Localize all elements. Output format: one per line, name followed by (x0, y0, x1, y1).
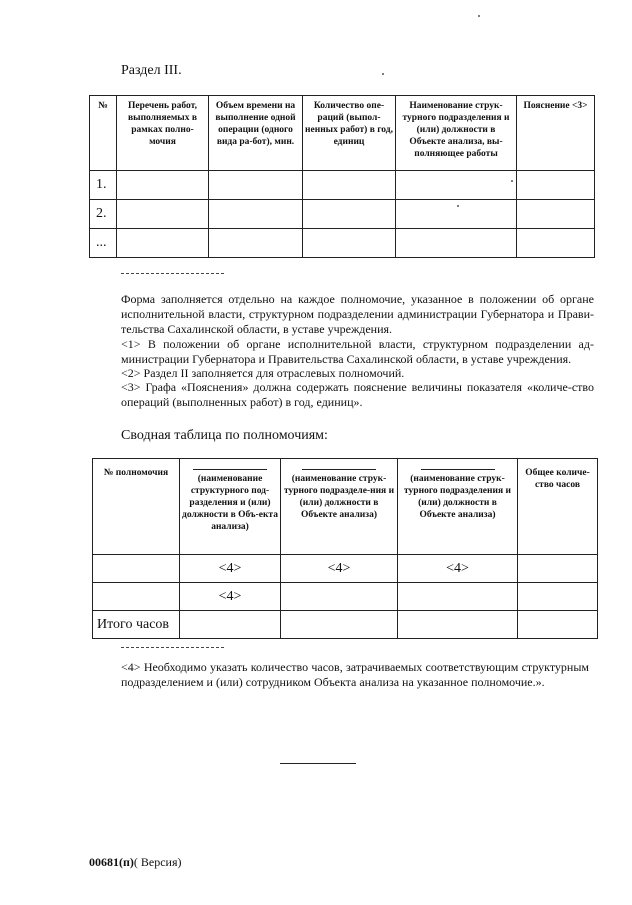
row-number: ... (90, 229, 117, 258)
total-hours-label: Итого часов (93, 611, 180, 639)
scan-speck (382, 73, 384, 75)
table-header-row (90, 96, 595, 171)
table-cell (518, 611, 598, 639)
table-cell (209, 200, 303, 229)
table-row (90, 229, 595, 258)
table-cell (517, 229, 595, 258)
section-title: Раздел III. (121, 63, 182, 78)
note-paragraph-4: <3> Графа «Пояснения» должна содержать пояснение величины показателя «количе-ство операций (выполненных работ) в год, единиц». (121, 380, 594, 409)
version-footer (89, 855, 182, 870)
table-row (90, 200, 595, 229)
col-header-total-hours: Общее количе-ство часов (518, 459, 598, 555)
end-line (280, 763, 356, 764)
table-cell (518, 583, 598, 611)
col-header-unit-1: (наименование структурного под-разделения и (или) должности в Объ-екта анализа) (180, 459, 281, 555)
table-row (93, 555, 598, 583)
note-paragraph-3: <2> Раздел II заполняется для отраслевых полномочий. (121, 366, 405, 380)
table-cell (209, 171, 303, 200)
table-cell (281, 583, 398, 611)
table-cell (303, 200, 396, 229)
table-row (93, 611, 598, 639)
table-cell (396, 229, 517, 258)
row-number: 2. (90, 200, 117, 229)
table-cell (396, 171, 517, 200)
table-cell (281, 611, 398, 639)
table-cell (117, 171, 209, 200)
table-cell (93, 583, 180, 611)
summary-table (92, 458, 598, 639)
col-header-unit: Наименование струк-турного подразделения и (или) должности в Объекте анализа, вы-полняющее работы (396, 96, 517, 171)
col-header-count: Количество опе-раций (выпол-ненных работ) в год, единиц (303, 96, 396, 171)
table-row (90, 171, 595, 200)
fill-in-line (193, 469, 267, 470)
scan-speck (511, 180, 513, 182)
table-cell (398, 611, 518, 639)
fill-in-line (302, 469, 376, 470)
table-row (93, 583, 598, 611)
table-cell: <4> (180, 555, 281, 583)
table-cell (117, 200, 209, 229)
table-cell (180, 611, 281, 639)
note-paragraph-1: Форма заполняется отдельно на каждое полномочие, указанное в положении об органе исполнительной власти, структурном подразделении администрации Губернатора и Прави-тельства Сахалинской области, в уставе учреждения. (121, 292, 594, 336)
table-cell (209, 229, 303, 258)
note-paragraph-2: <1> В положении об органе исполнительной власти, структурном подразделении ад-министрации Губернатора и Правительства Сахалинской области, в уставе учреждения. (121, 337, 594, 366)
table-cell (303, 229, 396, 258)
version-label: ( Версия) (133, 855, 182, 869)
table-cell (303, 171, 396, 200)
table-header-row (93, 459, 598, 555)
work-table (89, 95, 595, 258)
col-header-unit-3: (наименование струк-турного подразделения и (или) должности в Объекте анализа) (398, 459, 518, 555)
col-header-explanation: Пояснение <3> (517, 96, 595, 171)
scan-speck (457, 205, 459, 207)
table-cell (117, 229, 209, 258)
note-4: <4> Необходимо указать количество часов, затрачиваемых соответствующим структурным подразделением и (или) сотрудником Объекта анализа на указанное полномочие.». (121, 660, 589, 689)
footnote-separator (121, 273, 224, 274)
table-cell (93, 555, 180, 583)
table-cell (517, 200, 595, 229)
col-header-work-list: Перечень работ, выполняемых в рамках полно-мочия (117, 96, 209, 171)
table-cell: <4> (281, 555, 398, 583)
scan-speck (478, 15, 480, 17)
col-header-time: Объем времени на выполнение одной операции (одного вида ра-бот), мин. (209, 96, 303, 171)
document-code: 00681(п) (89, 855, 134, 869)
footnote-separator (121, 647, 224, 648)
table-cell: <4> (398, 555, 518, 583)
table-cell (398, 583, 518, 611)
col-header-unit-2: (наименование струк-турного подразделе-ния и (или) должности в Объекте анализа) (281, 459, 398, 555)
table-cell (517, 171, 595, 200)
col-header-authority-number: № полномочия (93, 459, 180, 555)
fill-in-line (421, 469, 495, 470)
row-number: 1. (90, 171, 117, 200)
table-cell: <4> (180, 583, 281, 611)
summary-title: Сводная таблица по полномочиям: (121, 428, 328, 443)
table-cell (396, 200, 517, 229)
col-header-number: № (90, 96, 117, 171)
table-cell (518, 555, 598, 583)
